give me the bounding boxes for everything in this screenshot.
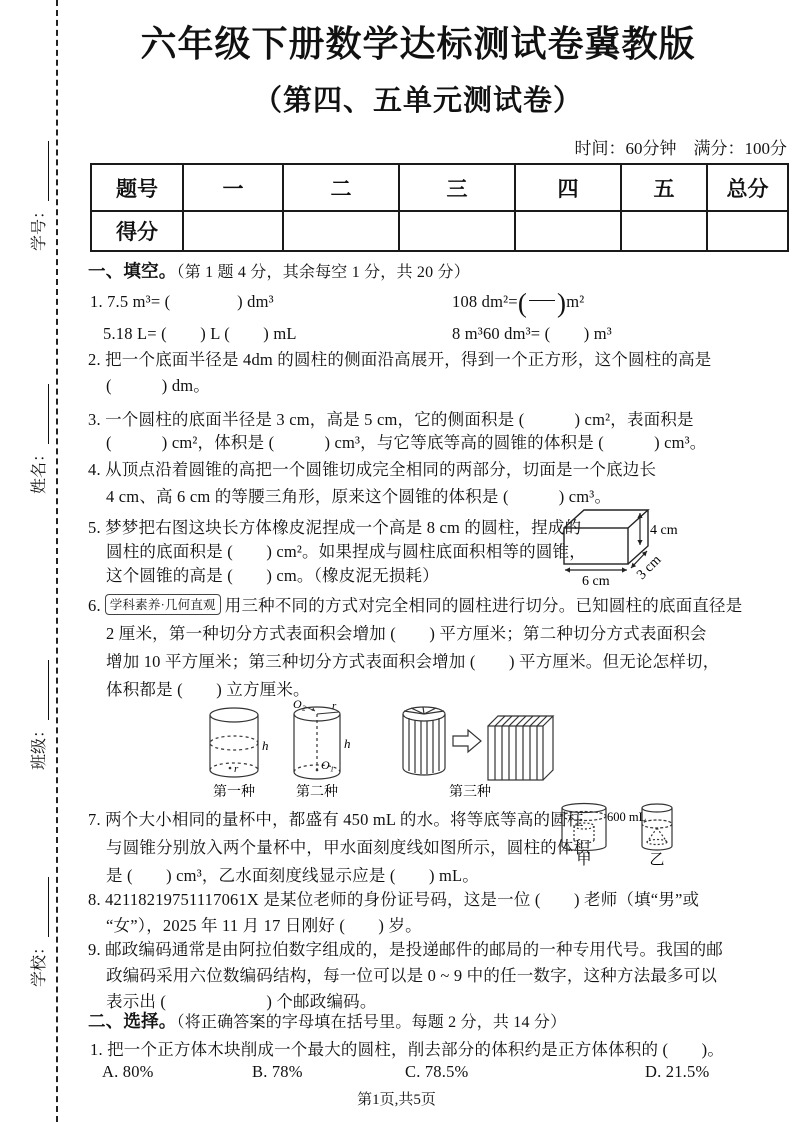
q9-line2: 政编码采用六位数编码结构，每一位可以是 0 ~ 9 中的任一数字，这种方法最多可以 [106,966,718,985]
score-col-3: 三 [399,164,515,211]
method2-caption: 第二种 [296,785,338,800]
margin-field-school [27,877,49,1007]
section2-title: 二、选择。 [88,1011,177,1031]
water-volume-label: 600 mL [607,810,647,824]
cuboid-front-face [564,528,628,564]
q2-line2: ( ) dm。 [106,376,210,395]
cyl2-o1-label: O₁ [321,758,334,772]
score-cell [399,211,515,251]
score-col-5: 五 [621,164,707,211]
q6-number: 6. [88,596,101,615]
score-col-total: 总分 [707,164,788,211]
q7-line1: 7. 两个大小相同的量杯中，都盛有 450 mL 的水。将等底等高的圆柱 [88,810,584,829]
margin-field-name [27,384,49,514]
s2-q1-option-a: A. 80% [102,1062,154,1081]
cuboid-width-label: 6 cm [582,574,610,589]
beaker1-caption: 甲 [576,852,592,868]
q5-line2: 圆柱的底面积是 ( ) cm²。如果捏成与圆柱底面积相等的圆锥， [106,542,586,561]
q5-line3: 这个圆锥的高是 ( ) cm。（橡皮泥无损耗） [106,566,439,585]
score-cell [707,211,788,251]
class-blank [33,660,49,720]
score-table-corner: 题号 [91,164,183,211]
q4-line2: 4 cm、高 6 cm 的等腰三角形，原来这个圆锥的体积是 ( ) cm³。 [106,487,612,506]
fraction-open-paren: ( [517,288,528,318]
score-table [90,163,789,252]
score-cell [515,211,621,251]
beakers-diagram [558,800,683,872]
q9-line1: 9. 邮政编码通常是由阿拉伯数字组成的，是投递邮件的邮局的一种专用代号。我国的邮 [88,940,723,959]
time-score-info: 时间：60分钟 满分：100分 [574,139,787,158]
q6-line4: 体积都是 ( ) 立方厘米。 [106,680,310,699]
q4-line1: 4. 从顶点沿着圆锥的高把一个圆锥切成完全相同的两部分，切面是一个底边长 [88,460,657,479]
beaker2-caption: 乙 [649,852,665,868]
q6-line1 [88,592,742,616]
score-cell [621,211,707,251]
cyl2-r-label: r [332,700,337,712]
q3-line2: ( ) cm²，体积是 ( ) cm³，与它等底等高的圆锥的体积是 ( ) cm³。 [106,433,707,452]
cyl1-h-label: h [262,738,269,753]
name-label: 姓名： [31,446,48,495]
student-number-blank [33,141,49,201]
cyl2-h-label: h [344,736,351,751]
section1-title: 一、填空。 [88,261,177,281]
cyl1-cut-line [210,736,258,750]
s2-q1-option-c: C. 78.5% [405,1062,469,1081]
name-blank [33,384,49,444]
score-col-1: 一 [183,164,283,211]
score-col-2: 二 [283,164,399,211]
cuboid-diagram [556,502,696,594]
fold-dashed-line [56,0,58,1122]
q6-line2: 2 厘米，第一种切分方式表面积会增加 ( ) 平方厘米；第二种切分方式表面积会 [106,624,707,643]
q1-line1-right [452,288,584,319]
transform-arrow-icon [453,730,481,752]
q1-right-post: m² [566,292,585,311]
fraction-blank-bar [529,300,555,301]
submerged-cone [647,840,667,845]
q1-line2-right: 8 m³60 dm³= ( ) m³ [452,324,612,343]
score-cell [183,211,283,251]
score-row-label: 得分 [91,211,183,251]
q6-line3: 增加 10 平方厘米；第三种切分方式表面积会增加 ( ) 平方厘米。但无论怎样切， [106,652,720,671]
q2-line1: 2. 把一个底面半径是 4dm 的圆柱的侧面沿高展开，得到一个正方形，这个圆柱的高是 [88,350,712,369]
page-number-footer: 第1页,共5页 [357,1092,436,1108]
q8-line1: 8. 42118219751117061X 是某位老师的身份证号码，这是一位 ( ) 老师（填“男”或 [88,890,700,909]
submerged-cylinder [574,840,594,843]
q7-line3: 是 ( ) cm³，乙水面刻度线显示应是 ( ) mL。 [106,866,479,885]
q8-line2: “女”），2025 年 11 月 17 日刚好 ( ) 岁。 [106,916,422,935]
fraction-close-paren: ) [557,288,567,318]
cyl1-r-label: r [234,763,239,775]
q1-right-pre: 108 dm²= [452,292,518,311]
cyl1-top [210,708,258,722]
page-subtitle: （第四、五单元测试卷） [252,85,583,117]
beaker2-top [642,804,672,812]
q5-line1: 5. 梦梦把右图这块长方体橡皮泥捏成一个高是 8 cm 的圆柱，捏成的 [88,518,582,537]
school-blank [33,877,49,937]
competency-badge: 学科素养·几何直观 [105,594,221,615]
cuboid-top-face [564,510,648,528]
student-number-label: 学号： [31,203,48,252]
method1-caption: 第一种 [213,785,255,800]
q1-line1-left: 1. 7.5 m³= ( ) dm³ [90,292,274,311]
section2-heading [88,1008,566,1033]
s2-q1-option-d: D. 21.5% [645,1062,710,1081]
section1-note: （第 1 题 4 分，其余每空 1 分，共 20 分） [176,264,470,281]
cyl2-o2-label: O₂ [293,697,306,711]
s2-q1-option-b: B. 78% [252,1062,303,1081]
margin-field-class [27,660,49,790]
cylinder-cutting-diagram [185,698,565,800]
s2-q1-line1: 1. 把一个正方体木块削成一个最大的圆柱，削去部分的体积约是正方体体积的 ( )。 [90,1040,725,1059]
q7-line2: 与圆锥分别放入两个量杯中，甲水面刻度线如图所示，圆柱的体积 [106,838,591,857]
section2-note: （将正确答案的字母填在括号里。每题 2 分，共 14 分） [176,1014,567,1031]
cuboid-depth-label: 3 cm [634,552,665,583]
q1-line2-left: 5.18 L= ( ) L ( ) mL [103,324,297,343]
school-label: 学校： [31,939,48,988]
score-cell [283,211,399,251]
cuboid-height-label: 4 cm [650,523,678,538]
page-title: 六年级下册数学达标测试卷冀教版 [140,24,696,64]
q9-line3: 表示出 ( ) 个邮政编码。 [106,992,377,1011]
score-col-4: 四 [515,164,621,211]
q3-line1: 3. 一个圆柱的底面半径是 3 cm，高是 5 cm，它的侧面积是 ( ) cm²，表面积是 [88,410,694,429]
section1-heading [88,258,470,283]
margin-field-student-number [27,141,49,271]
method3-caption: 第三种 [449,785,491,800]
beaker1-top [562,804,606,813]
class-label: 班级： [31,722,48,771]
beaker2-water-line [642,820,672,828]
q6-line1-text: 用三种不同的方式对完全相同的圆柱进行切分。已知圆柱的底面直径是 [224,596,743,615]
